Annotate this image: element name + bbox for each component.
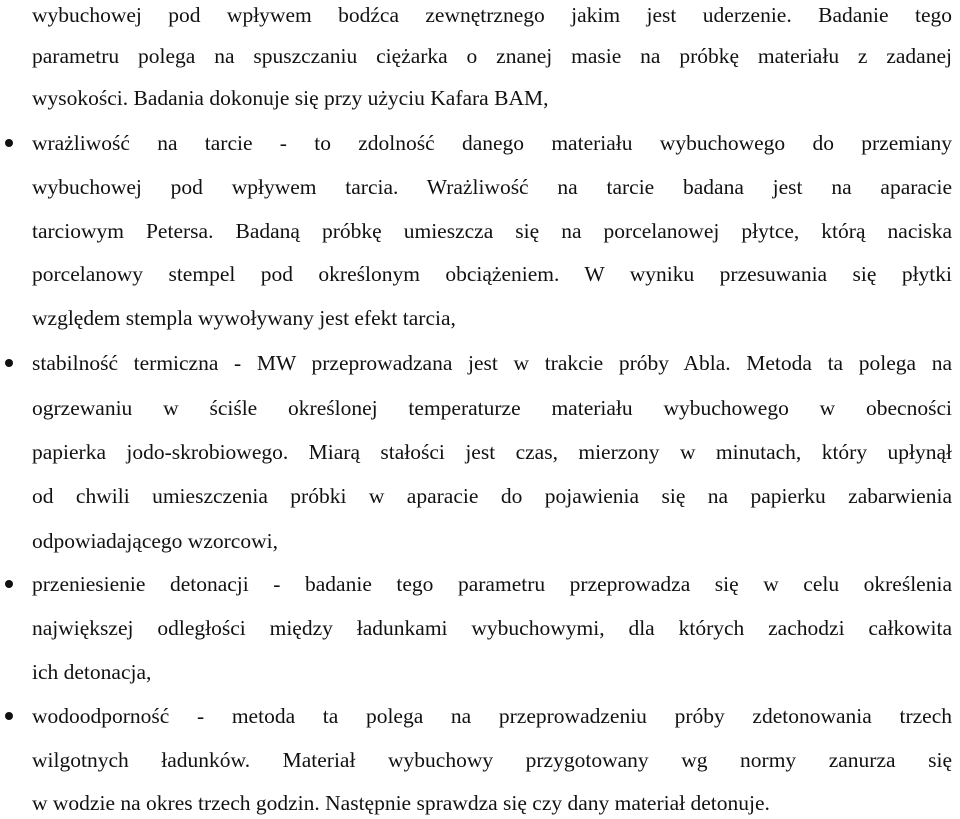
bullet-text: odpowiadającego wzorcowi, [32,529,278,553]
text-line [0,745,960,775]
text-line [0,481,960,511]
bullet-icon [5,139,13,147]
paragraph-text: wybuchowej pod wpływem bodźca zewnętrznego jakim jest uderzenie. Badanie tego [32,3,952,27]
bullet-text: porcelanowy stempel pod określonym obciążeniem. W wyniku przesuwania się płytki [32,262,952,286]
bullet-text: ich detonacja, [32,660,152,684]
bullet-text: wybuchowej pod wpływem tarcia. Wrażliwość na tarcie badana jest na aparacie [32,175,952,199]
text-line [0,657,960,687]
bullet-item [0,569,960,599]
bullet-text: wilgotnych ładunków. Materiał wybuchowy przygotowany wg normy zanurza się [32,748,952,772]
bullet-text: największej odległości między ładunkami wybuchowymi, dla których zachodzi całkowita [32,616,952,640]
bullet-icon [5,712,13,720]
bullet-icon [5,359,13,367]
text-line [0,526,960,556]
bullet-text: papierka jodo-skrobiowego. Miarą stałości jest czas, mierzony w minutach, który upłynął [32,440,952,464]
text-line [0,437,960,467]
bullet-item [0,128,960,158]
bullet-text: w wodzie na okres trzech godzin. Następnie sprawdza się czy dany materiał detonuje. [32,791,770,815]
text-line [0,41,960,71]
text-line [0,393,960,423]
text-line [0,83,960,113]
bullet-text: wrażliwość na tarcie - to zdolność danego materiału wybuchowego do przemiany [32,131,952,155]
bullet-text: stabilność termiczna - MW przeprowadzana jest w trakcie próby Abla. Metoda ta polega na [32,351,952,375]
bullet-text: względem stempla wywoływany jest efekt tarcia, [32,306,456,330]
text-line [0,259,960,289]
text-line [0,0,960,30]
text-line [0,613,960,643]
bullet-text: tarciowym Petersa. Badaną próbkę umieszcza się na porcelanowej płytce, którą naciska [32,219,952,243]
text-line [0,788,960,818]
text-line [0,172,960,202]
bullet-text: ogrzewaniu w ściśle określonej temperaturze materiału wybuchowego w obecności [32,396,952,420]
paragraph-text: wysokości. Badania dokonuje się przy użyciu Kafara BAM, [32,86,549,110]
bullet-item [0,701,960,731]
text-line [0,216,960,246]
paragraph-text: parametru polega na spuszczaniu ciężarka o znanej masie na próbkę materiału z zadanej [32,44,952,68]
bullet-text: przeniesienie detonacji - badanie tego parametru przeprowadza się w celu określenia [32,572,952,596]
bullet-text: wodoodporność - metoda ta polega na przeprowadzeniu próby zdetonowania trzech [32,704,952,728]
text-line [0,303,960,333]
bullet-icon [5,580,13,588]
bullet-text: od chwili umieszczenia próbki w aparacie do pojawienia się na papierku zabarwienia [32,484,952,508]
bullet-item [0,348,960,378]
